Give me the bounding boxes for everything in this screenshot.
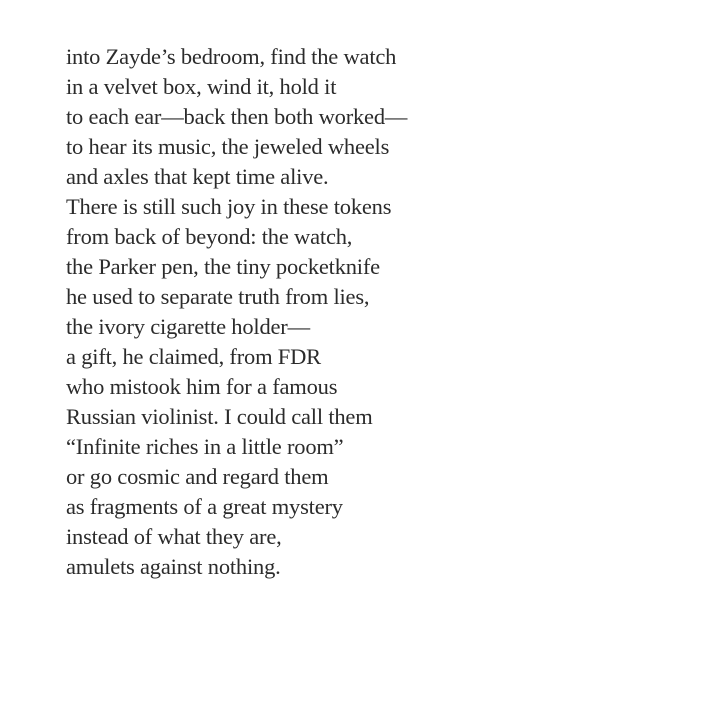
poem-line: as fragments of a great mystery xyxy=(66,494,343,519)
poem-line: from back of beyond: the watch, xyxy=(66,224,353,249)
poem-text xyxy=(66,42,407,582)
poem-line: into Zayde’s bedroom, find the watch xyxy=(66,44,397,69)
poem-line: There is still such joy in these tokens xyxy=(66,194,392,219)
poem-line: amulets against nothing. xyxy=(66,554,281,579)
poem-line: the ivory cigarette holder— xyxy=(66,314,310,339)
poem-line: a gift, he claimed, from FDR xyxy=(66,344,321,369)
poem-line: who mistook him for a famous xyxy=(66,374,338,399)
poem-line: and axles that kept time alive. xyxy=(66,164,329,189)
poem-line: the Parker pen, the tiny pocketknife xyxy=(66,254,380,279)
poem-line: Russian violinist. I could call them xyxy=(66,404,373,429)
poem-line: instead of what they are, xyxy=(66,524,282,549)
poem-line: in a velvet box, wind it, hold it xyxy=(66,74,337,99)
poem-line: or go cosmic and regard them xyxy=(66,464,329,489)
poem-line: to each ear—back then both worked— xyxy=(66,104,408,129)
poem-line: “Infinite riches in a little room” xyxy=(66,434,344,459)
poem-line: he used to separate truth from lies, xyxy=(66,284,370,309)
poem-line: to hear its music, the jeweled wheels xyxy=(66,134,390,159)
